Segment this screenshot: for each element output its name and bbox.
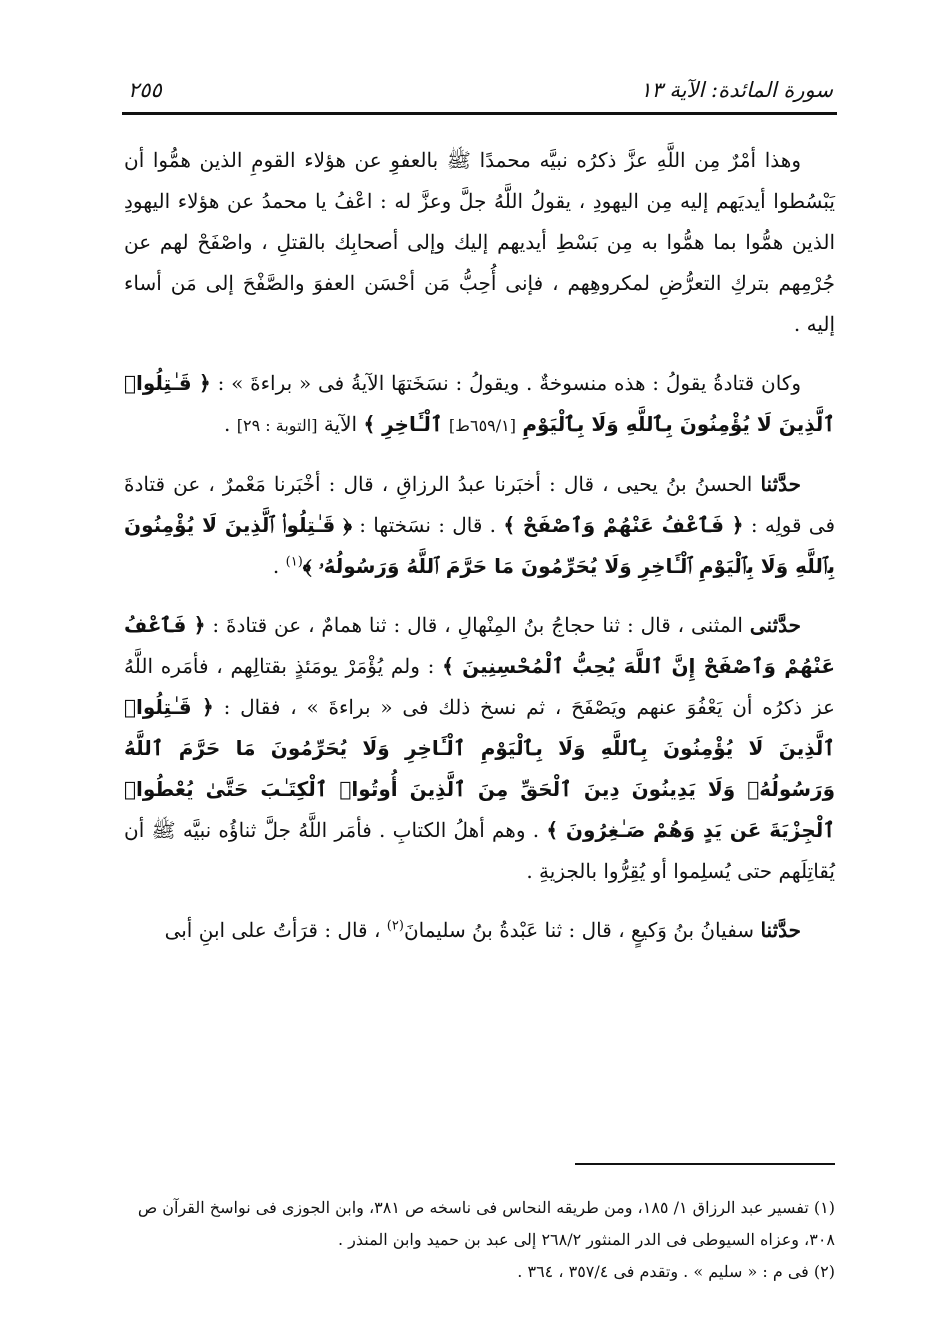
footnote-ref-1[interactable]: (١) <box>285 554 303 570</box>
paragraph-3 <box>124 464 835 587</box>
paragraph-3-text-2: . قال : نسَختها : <box>359 513 497 537</box>
paragraph-2 <box>124 363 835 446</box>
main-text <box>124 140 835 969</box>
folio-marker: [٦٥٩/١ط] <box>448 416 516 435</box>
paragraph-4-text-3: . وهم أهلُ الكتابِ . فأمَر اللَّهُ جلَّ ثناؤُه نبيَّه ﷺ أن يُقاتِلَهم حتى يُسلِموا أو يُقِرُّوا بالجزيةِ . <box>124 818 835 883</box>
quran-verse: ﴿ فَٱعْفُ عَنْهُمْ وَٱصْفَحْ ﴾ <box>503 513 744 537</box>
paragraph-1 <box>124 140 835 345</box>
paragraph-4 <box>124 605 835 892</box>
narration-lead: حدَّثنا <box>760 918 801 942</box>
quran-verse: ﴿ قَـٰتِلُوا۟ ٱلَّذِينَ لَا يُؤْمِنُونَ بِٱللَّهِ وَلَا بِٱلْيَوْمِ <box>124 371 835 436</box>
footnote-2: (٢) فى م : « سليم » . وتقدم فى ٣٥٧/٤ ، ٣٦٤ . <box>517 1262 835 1281</box>
paragraph-3-text: الحسنُ بنُ يحيى ، قال : أخبَرنا عبدُ الرزاقِ ، قال : أخْبَرنا مَعْمرٌ ، عن قتادةَ فى قولِه : <box>124 472 836 537</box>
paragraph-5-text-2: ، قال : قرَأتُ على ابنِ أبى <box>164 918 381 942</box>
running-header <box>128 62 833 102</box>
footnotes <box>124 1192 835 1288</box>
page-number: ٢٥٥ <box>128 78 162 102</box>
narration-lead: حدَّثنا <box>760 472 801 496</box>
paragraph-3-end: . <box>272 554 280 578</box>
footnote-rule <box>575 1163 835 1165</box>
narration-lead: حدَّثنى <box>749 613 802 637</box>
paragraph-1-text: وهذا أمْرٌ مِن اللَّهِ عزَّ ذكرُه نبيَّه محمدًا ﷺ بالعفوِ عن هؤلاء القومِ الذين همُّوا أن يَبْسُطوا أيديَهم إليه مِن اليهودِ ، يقولُ اللَّهُ جلَّ وعزَّ له : اعْفُ يا محمدُ عن هؤلاء اليهودِ الذين همُّوا بما همُّوا به مِن بَسْطِ أيديهم إليك وإلى أصحابِك بالقتلِ ، واصْفَحْ لهم عن جُرْمِهم بتركِ التعرُّضِ لمكروهِهم ، فإنى أُحِبُّ مَن أحْسَن العفوَ والصَّفْحَ إلى مَن أساء إليه . <box>124 148 835 336</box>
footnote-1: (١) تفسير عبد الرزاق ١/ ١٨٥، ومن طريقه النحاس فى ناسخه ص ٣٨١، وابن الجوزى فى نواسخ القرآن ص ٣٠٨، وعزاه السيوطى فى الدر المنثور ٢٦٨/٢ إلى عبد بن حميد وابن المنذر . <box>137 1198 835 1249</box>
footnote-ref-2[interactable]: (٢) <box>386 918 404 934</box>
paragraph-2-tail: الآية <box>323 412 358 436</box>
quran-verse-continued: ٱلْـَٔاخِرِ ﴾ <box>363 412 443 436</box>
paragraph-2-text: وكان قتادةُ يقولُ : هذه منسوخةٌ . ويقولُ : نسَخَتهَا الآيةُ فى « براءةَ » : <box>217 371 801 395</box>
header-rule <box>122 112 837 115</box>
paragraph-4-text-2: : ولم يُؤْمَرْ يومَئذٍ بقتالِهم ، فأمَره اللَّهُ عز ذكرُه أن يَعْفُوَ عنهم ويَصْفَحَ ، ثم نسخ ذلك فى « براءةَ » ، فقال : <box>124 654 835 719</box>
quran-verse-2: ﴿ قَـٰتِلُوا۟ ٱلَّذِينَ لَا يُؤْمِنُونَ بِٱللَّهِ وَلَا بِٱلْيَوْمِ ٱلْـَٔاخِرِ وَلَا يُحَرِّمُونَ مَا حَرَّمَ ٱللَّهُ وَرَسُولُهُۥ ﴾ <box>124 513 835 578</box>
verse-citation: [التوبة : ٢٩] <box>236 416 318 435</box>
paragraph-5-text: سفيانُ بنُ وَكيعٍ ، قال : ثنا عَبْدةُ بنُ سليمانَ <box>403 918 755 942</box>
paragraph-4-text: المثنى ، قال : ثنا حجاجُ بنُ المِنْهالِ ، قال : ثنا همامٌ ، عن قتادةَ : <box>212 613 743 637</box>
paragraph-2-end: . <box>224 412 231 436</box>
quran-verse: ﴿ فَٱعْفُ عَنْهُمْ وَٱصْفَحْ إِنَّ ٱللَّهَ يُحِبُّ ٱلْمُحْسِنِينَ ﴾ <box>124 613 836 678</box>
quran-verse-2: ﴿ قَـٰتِلُوا۟ ٱلَّذِينَ لَا يُؤْمِنُونَ بِٱللَّهِ وَلَا بِٱلْيَوْمِ ٱلْـَٔاخِرِ وَلَا يُحَرِّمُونَ مَا حَرَّمَ ٱللَّهُ وَرَسُولُهُۥ وَلَا يَدِينُونَ دِينَ ٱلْحَقِّ مِنَ ٱلَّذِينَ أُوتُوا۟ ٱلْكِتَـٰبَ حَتَّىٰ يُعْطُوا۟ ٱلْجِزْيَةَ عَن يَدٍ وَهُمْ صَـٰغِرُونَ ﴾ <box>124 695 836 842</box>
running-title: سورة المائدة: الآية ١٣ <box>640 78 833 102</box>
paragraph-5 <box>124 910 835 951</box>
